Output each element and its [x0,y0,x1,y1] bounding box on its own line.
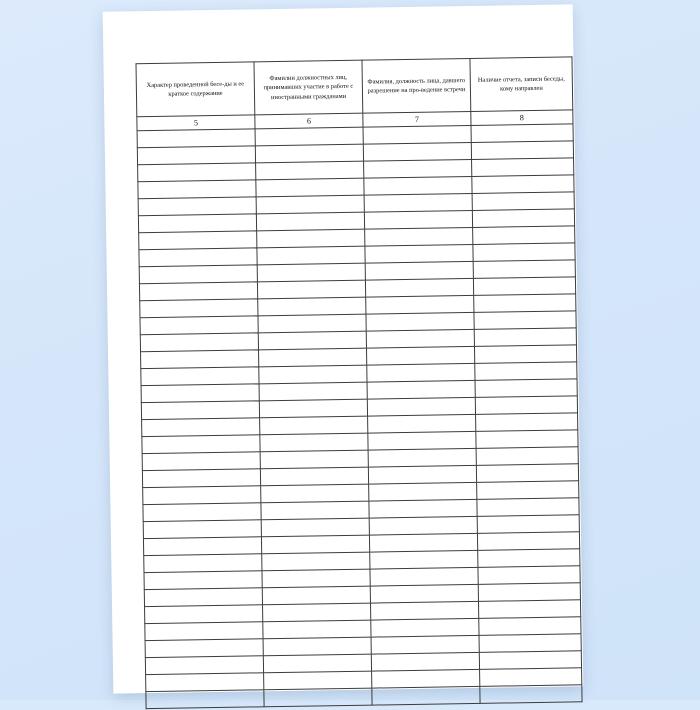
table-cell-empty [478,583,580,602]
table-cell-empty [261,535,369,554]
table-cell-empty [259,399,367,418]
table-cell-empty [139,265,257,284]
table-cell-empty [260,450,368,469]
table-cell-empty [145,639,263,658]
table-cell-empty [259,348,367,367]
table-cell-empty [473,243,575,262]
table-cell-empty [370,601,478,620]
table-cell-empty [478,600,580,619]
table-cell-empty [474,294,576,313]
table-cell-empty [367,363,475,382]
table-cell-empty [263,620,371,639]
table-cell-empty [368,431,476,450]
table-cell-empty [137,129,255,148]
table-cell-empty [146,690,264,709]
table-cell-empty [365,244,473,263]
table-cell-empty [366,312,474,331]
table-cell-empty [365,227,473,246]
table-cell-empty [474,328,576,347]
table-cell-empty [477,481,579,500]
table-cell-empty [477,498,579,517]
table-cell-empty [472,158,574,177]
column-header-5: Характер проведенной бесе-ды и ее краткое содержание [136,62,255,117]
table-cell-empty [364,210,472,229]
table-cell-empty [366,346,474,365]
table-cell-empty [143,486,261,505]
table-cell-empty [262,586,370,605]
table-cell-empty [476,447,578,466]
table-cell-empty [365,261,473,280]
column-number-5: 5 [137,115,255,131]
table-cell-empty [372,686,480,705]
table-cell-empty [369,482,477,501]
table-cell-empty [261,484,369,503]
table-cell-empty [472,209,574,228]
table-cell-empty [363,142,471,161]
table-cell-empty [479,617,581,636]
table-cell-empty [476,413,578,432]
table-cell-empty [256,212,364,231]
table-cell-empty [480,668,582,687]
table-cell-empty [138,180,256,199]
table-cell-empty [473,226,575,245]
table-cell-empty [366,329,474,348]
table-cell-empty [264,671,372,690]
table-cell-empty [142,418,260,437]
table-cell-empty [365,278,473,297]
table-cell-empty [472,175,574,194]
table-cell-empty [476,464,578,483]
table-cell-empty [262,569,370,588]
table-cell-empty [371,635,479,654]
table-cell-empty [259,365,367,384]
table-cell-empty [258,297,366,316]
table-cell-empty [141,384,259,403]
table-cell-empty [366,295,474,314]
table-cell-empty [256,195,364,214]
table-cell-empty [474,345,576,364]
table-cell-empty [263,603,371,622]
table-cell-empty [145,605,263,624]
table-cell-empty [264,688,372,707]
table-cell-empty [260,467,368,486]
table-cell-empty [255,144,363,163]
table-cell-empty [368,448,476,467]
table-cell-empty [479,651,581,670]
table-cell-empty [145,622,263,641]
table-cell-empty [479,634,581,653]
table-cell-empty [140,299,258,318]
table-cell-empty [473,260,575,279]
table-cell-empty [142,452,260,471]
table-body [137,124,582,709]
column-number-6: 6 [255,113,363,129]
column-header-8: Наличие отчета, записи беседы, кому направлен [470,57,573,112]
table-cell-empty [367,397,475,416]
table-cell-empty [143,503,261,522]
table-cell-empty [471,124,573,143]
table-cell-empty [471,141,573,160]
table-cell-empty [141,350,259,369]
table-cell-empty [370,567,478,586]
table-cell-empty [260,433,368,452]
table-cell-empty [371,618,479,637]
form-table [135,56,582,709]
table-cell-empty [144,554,262,573]
table-cell-empty [263,654,371,673]
table-cell-empty [477,515,579,534]
table-header-row [136,57,573,117]
table-cell-empty [261,518,369,537]
column-header-7: Фамилия, должность лица, давшего разрешение на про-ведение встречи [362,58,471,113]
table-cell-empty [369,533,477,552]
table-cell-empty [139,231,257,250]
table-cell-empty [138,197,256,216]
table-cell-empty [257,229,365,248]
table-cell-empty [137,146,255,165]
table-cell-empty [257,280,365,299]
table-cell-empty [369,499,477,518]
table-cell-empty [371,652,479,671]
table-cell-empty [473,277,575,296]
table-cell-empty [257,246,365,265]
table-cell-empty [370,550,478,569]
table-cell-empty [475,379,577,398]
table-cell-empty [258,331,366,350]
table-cell-empty [258,314,366,333]
table-cell-empty [475,396,577,415]
table-cell-empty [141,401,259,420]
table-cell-empty [143,537,261,556]
table-cell-empty [260,416,368,435]
table-cell-empty [261,501,369,520]
table-cell-empty [139,248,257,267]
table-cell-empty [142,469,260,488]
table-cell-empty [144,588,262,607]
table-cell-empty [477,532,579,551]
table-cell-empty [363,125,471,144]
table-cell-empty [364,159,472,178]
table-cell-empty [263,637,371,656]
table-cell-empty [255,127,363,146]
table-cell-empty [472,192,574,211]
table-cell-empty [368,414,476,433]
table-cell-empty [367,380,475,399]
table-cell-empty [141,367,259,386]
paper-sheet [103,4,584,693]
table-cell-empty [480,685,582,704]
table-cell-empty [475,362,577,381]
table-cell-empty [256,161,364,180]
table-cell-empty [372,669,480,688]
table-cell-empty [140,333,258,352]
table-cell-empty [142,435,260,454]
table-cell-empty [139,282,257,301]
table-cell-empty [369,516,477,535]
table-cell-empty [146,673,264,692]
table-cell-empty [474,311,576,330]
table-cell-empty [143,520,261,539]
table-cell-empty [256,178,364,197]
table-cell-empty [476,430,578,449]
column-header-6: Фамилии должностных лиц, принимавших участие в работе с иностранными гражданами [254,60,363,115]
table-cell-empty [364,193,472,212]
table-cell-empty [144,571,262,590]
table-cell-empty [259,382,367,401]
table-cell-empty [145,656,263,675]
column-number-8: 8 [471,110,573,126]
table-cell-empty [257,263,365,282]
table-cell-empty [368,465,476,484]
table-cell-empty [364,176,472,195]
table-cell-empty [262,552,370,571]
column-number-7: 7 [363,111,471,127]
table-cell-empty [478,566,580,585]
table-cell-empty [138,214,256,233]
table-cell-empty [140,316,258,335]
table-cell-empty [370,584,478,603]
table-cell-empty [478,549,580,568]
table-cell-empty [138,163,256,182]
